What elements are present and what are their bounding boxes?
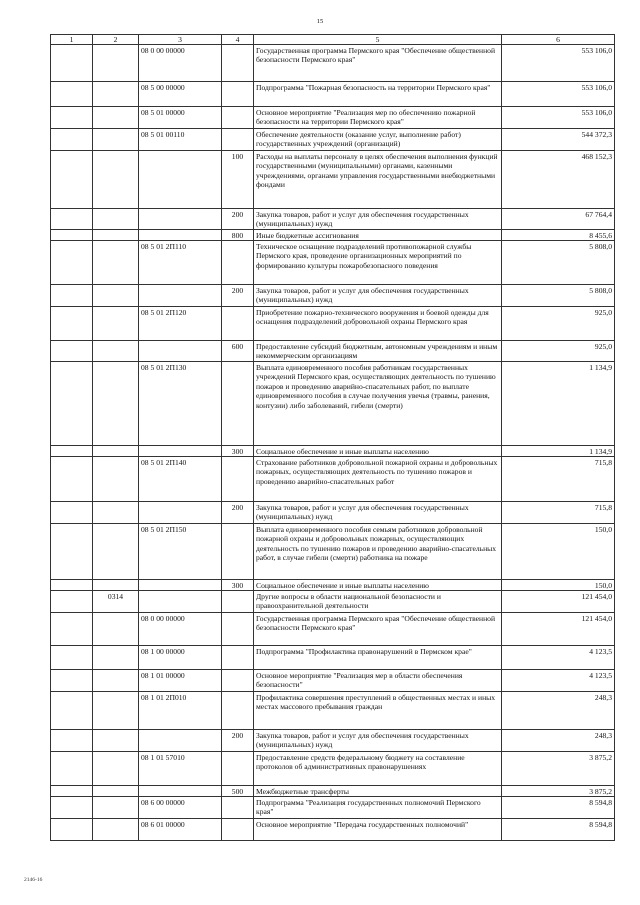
cell-section bbox=[51, 786, 93, 797]
cell-target-code: 08 0 00 00000 bbox=[139, 45, 222, 82]
cell-subsection bbox=[93, 446, 139, 457]
table-row bbox=[51, 107, 615, 129]
cell-subsection bbox=[93, 107, 139, 129]
cell-section bbox=[51, 730, 93, 752]
table-row bbox=[51, 786, 615, 797]
cell-expense-type: 600 bbox=[222, 341, 254, 362]
cell-target-code: 08 5 00 00000 bbox=[139, 82, 222, 107]
cell-name: Другие вопросы в области национальной безопасности и правоохранительной деятельности bbox=[254, 591, 502, 613]
cell-subsection bbox=[93, 341, 139, 362]
table-row bbox=[51, 285, 615, 307]
cell-expense-type: 300 bbox=[222, 580, 254, 591]
cell-expense-type: 200 bbox=[222, 209, 254, 230]
budget-table bbox=[50, 34, 615, 841]
cell-subsection bbox=[93, 786, 139, 797]
cell-amount: 150,0 bbox=[502, 524, 615, 580]
header-col-6: 6 bbox=[502, 35, 615, 45]
cell-amount: 8 455,6 bbox=[502, 230, 615, 241]
table-row bbox=[51, 692, 615, 730]
cell-name: Основное мероприятие "Реализация мер в области обеспечения безопасности" bbox=[254, 670, 502, 692]
table-row bbox=[51, 446, 615, 457]
cell-section bbox=[51, 646, 93, 670]
cell-name: Закупка товаров, работ и услуг для обеспечения государственных (муниципальных) нужд bbox=[254, 285, 502, 307]
cell-expense-type: 300 bbox=[222, 446, 254, 457]
header-col-3: 3 bbox=[139, 35, 222, 45]
cell-name: Межбюджетные трансферты bbox=[254, 786, 502, 797]
cell-section bbox=[51, 670, 93, 692]
cell-section bbox=[51, 285, 93, 307]
table-row bbox=[51, 129, 615, 151]
cell-amount: 553 106,0 bbox=[502, 107, 615, 129]
cell-target-code: 08 5 01 2П110 bbox=[139, 241, 222, 285]
cell-subsection bbox=[93, 819, 139, 841]
cell-name: Подпрограмма "Профилактика правонарушений в Пермском крае" bbox=[254, 646, 502, 670]
cell-target-code: 08 5 01 2П120 bbox=[139, 307, 222, 341]
cell-name: Социальное обеспечение и иные выплаты населению bbox=[254, 446, 502, 457]
cell-subsection bbox=[93, 457, 139, 502]
cell-name: Социальное обеспечение и иные выплаты населению bbox=[254, 580, 502, 591]
cell-expense-type bbox=[222, 591, 254, 613]
header-row bbox=[51, 35, 615, 45]
cell-section bbox=[51, 752, 93, 786]
table-row bbox=[51, 730, 615, 752]
table-row bbox=[51, 307, 615, 341]
cell-amount: 5 808,0 bbox=[502, 285, 615, 307]
cell-name: Основное мероприятие "Реализация мер по обеспечению пожарной безопасности на территории Пермского края" bbox=[254, 107, 502, 129]
cell-subsection bbox=[93, 692, 139, 730]
cell-target-code bbox=[139, 591, 222, 613]
cell-name: Выплата единовременного пособия семьям работников добровольной пожарной охраны и добровольных пожарных, осуществляющих деятельность по тушению пожаров и проведению аварийно-спасательных работ, в случае гибели (смерти) работника на пожаре bbox=[254, 524, 502, 580]
cell-amount: 553 106,0 bbox=[502, 82, 615, 107]
cell-section bbox=[51, 107, 93, 129]
cell-name: Иные бюджетные ассигнования bbox=[254, 230, 502, 241]
cell-target-code bbox=[139, 151, 222, 209]
cell-section bbox=[51, 307, 93, 341]
cell-target-code: 08 1 01 00000 bbox=[139, 670, 222, 692]
cell-expense-type bbox=[222, 692, 254, 730]
cell-target-code: 08 5 01 2П150 bbox=[139, 524, 222, 580]
table-row bbox=[51, 580, 615, 591]
cell-target-code bbox=[139, 230, 222, 241]
cell-subsection bbox=[93, 230, 139, 241]
cell-subsection bbox=[93, 45, 139, 82]
cell-subsection bbox=[93, 285, 139, 307]
cell-subsection bbox=[93, 151, 139, 209]
cell-subsection bbox=[93, 241, 139, 285]
cell-amount: 3 875,2 bbox=[502, 786, 615, 797]
cell-name: Техническое оснащение подразделений противопожарной службы Пермского края, проведение организационных мероприятий по формированию культуры пожаробезопасного поведения bbox=[254, 241, 502, 285]
cell-amount: 715,8 bbox=[502, 457, 615, 502]
cell-target-code bbox=[139, 341, 222, 362]
cell-target-code: 08 6 00 00000 bbox=[139, 797, 222, 819]
cell-target-code: 08 5 01 2П140 bbox=[139, 457, 222, 502]
cell-expense-type bbox=[222, 613, 254, 646]
cell-section bbox=[51, 819, 93, 841]
cell-amount: 248,3 bbox=[502, 692, 615, 730]
cell-target-code: 08 1 01 57010 bbox=[139, 752, 222, 786]
cell-target-code: 08 6 01 00000 bbox=[139, 819, 222, 841]
cell-name: Основное мероприятие "Передача государственных полномочий" bbox=[254, 819, 502, 841]
cell-amount: 5 808,0 bbox=[502, 241, 615, 285]
cell-subsection bbox=[93, 82, 139, 107]
cell-name: Подпрограмма "Реализация государственных полномочий Пермского края" bbox=[254, 797, 502, 819]
cell-section bbox=[51, 457, 93, 502]
cell-expense-type: 200 bbox=[222, 502, 254, 524]
cell-target-code: 08 1 01 2П010 bbox=[139, 692, 222, 730]
cell-subsection bbox=[93, 613, 139, 646]
cell-expense-type bbox=[222, 362, 254, 446]
cell-amount: 8 594,8 bbox=[502, 797, 615, 819]
cell-expense-type bbox=[222, 670, 254, 692]
cell-expense-type bbox=[222, 241, 254, 285]
cell-name: Приобретение пожарно-технического вооружения и боевой одежды для оснащения подразделений добровольной охраны Пермского края bbox=[254, 307, 502, 341]
cell-target-code bbox=[139, 786, 222, 797]
table-row bbox=[51, 45, 615, 82]
cell-expense-type bbox=[222, 646, 254, 670]
cell-name: Предоставление субсидий бюджетным, автономным учреждениям и иным некоммерческим организациям bbox=[254, 341, 502, 362]
cell-amount: 468 152,3 bbox=[502, 151, 615, 209]
cell-expense-type bbox=[222, 82, 254, 107]
cell-section bbox=[51, 613, 93, 646]
table-row bbox=[51, 797, 615, 819]
cell-target-code bbox=[139, 209, 222, 230]
cell-name: Выплата единовременного пособия работникам государственных учреждений Пермского края, осуществляющих деятельность по тушению пожаров и проведению аварийно-спасательных работ, по выплате единовременного пособия в случае получения увечья (травмы, ранения, контузии) либо заболеваний, гибели (смерти) bbox=[254, 362, 502, 446]
cell-section bbox=[51, 341, 93, 362]
cell-expense-type bbox=[222, 307, 254, 341]
cell-expense-type: 500 bbox=[222, 786, 254, 797]
cell-section bbox=[51, 502, 93, 524]
cell-target-code bbox=[139, 502, 222, 524]
cell-subsection bbox=[93, 730, 139, 752]
cell-section bbox=[51, 151, 93, 209]
cell-expense-type: 100 bbox=[222, 151, 254, 209]
cell-amount: 4 123,5 bbox=[502, 670, 615, 692]
header-col-2: 2 bbox=[93, 35, 139, 45]
table-row bbox=[51, 646, 615, 670]
cell-name: Государственная программа Пермского края "Обеспечение общественной безопасности Пермского края" bbox=[254, 613, 502, 646]
cell-section bbox=[51, 692, 93, 730]
header-col-4: 4 bbox=[222, 35, 254, 45]
cell-amount: 925,0 bbox=[502, 307, 615, 341]
cell-expense-type bbox=[222, 819, 254, 841]
cell-subsection bbox=[93, 670, 139, 692]
cell-amount: 150,0 bbox=[502, 580, 615, 591]
page-number: 15 bbox=[316, 18, 324, 25]
cell-subsection bbox=[93, 797, 139, 819]
cell-expense-type bbox=[222, 457, 254, 502]
cell-name: Государственная программа Пермского края "Обеспечение общественной безопасности Пермского края" bbox=[254, 45, 502, 82]
cell-name: Закупка товаров, работ и услуг для обеспечения государственных (муниципальных) нужд bbox=[254, 730, 502, 752]
cell-section bbox=[51, 362, 93, 446]
cell-expense-type bbox=[222, 524, 254, 580]
cell-expense-type bbox=[222, 797, 254, 819]
cell-expense-type bbox=[222, 752, 254, 786]
cell-target-code bbox=[139, 285, 222, 307]
cell-target-code: 08 1 00 00000 bbox=[139, 646, 222, 670]
cell-amount: 715,8 bbox=[502, 502, 615, 524]
cell-section bbox=[51, 524, 93, 580]
cell-subsection bbox=[93, 362, 139, 446]
cell-subsection bbox=[93, 502, 139, 524]
cell-amount: 4 123,5 bbox=[502, 646, 615, 670]
header-col-1: 1 bbox=[51, 35, 93, 45]
cell-subsection bbox=[93, 307, 139, 341]
cell-expense-type bbox=[222, 107, 254, 129]
cell-target-code bbox=[139, 446, 222, 457]
cell-section bbox=[51, 129, 93, 151]
cell-target-code bbox=[139, 580, 222, 591]
cell-name: Обеспечение деятельности (оказание услуг, выполнение работ) государственных учреждений (организаций) bbox=[254, 129, 502, 151]
cell-amount: 553 106,0 bbox=[502, 45, 615, 82]
table-row bbox=[51, 82, 615, 107]
cell-target-code bbox=[139, 730, 222, 752]
cell-subsection bbox=[93, 129, 139, 151]
table-row bbox=[51, 670, 615, 692]
cell-subsection bbox=[93, 752, 139, 786]
cell-subsection bbox=[93, 524, 139, 580]
cell-name: Предоставление средств федеральному бюджету на составление протоколов об административных правонарушениях bbox=[254, 752, 502, 786]
table-row bbox=[51, 502, 615, 524]
table-body bbox=[51, 45, 615, 841]
cell-amount: 1 134,9 bbox=[502, 446, 615, 457]
cell-amount: 121 454,0 bbox=[502, 613, 615, 646]
table-row bbox=[51, 613, 615, 646]
table-row bbox=[51, 230, 615, 241]
cell-amount: 248,3 bbox=[502, 730, 615, 752]
cell-expense-type: 800 bbox=[222, 230, 254, 241]
cell-expense-type: 200 bbox=[222, 285, 254, 307]
cell-section bbox=[51, 209, 93, 230]
cell-amount: 3 875,2 bbox=[502, 752, 615, 786]
cell-target-code: 08 5 01 00000 bbox=[139, 107, 222, 129]
cell-section bbox=[51, 591, 93, 613]
table-row bbox=[51, 341, 615, 362]
cell-subsection: 0314 bbox=[93, 591, 139, 613]
table-row bbox=[51, 524, 615, 580]
cell-amount: 121 454,0 bbox=[502, 591, 615, 613]
table-row bbox=[51, 752, 615, 786]
table-row bbox=[51, 457, 615, 502]
table-row bbox=[51, 362, 615, 446]
cell-section bbox=[51, 241, 93, 285]
cell-expense-type: 200 bbox=[222, 730, 254, 752]
table-row bbox=[51, 151, 615, 209]
cell-name: Закупка товаров, работ и услуг для обеспечения государственных (муниципальных) нужд bbox=[254, 502, 502, 524]
table-row bbox=[51, 591, 615, 613]
cell-amount: 925,0 bbox=[502, 341, 615, 362]
cell-name: Закупка товаров, работ и услуг для обеспечения государственных (муниципальных) нужд bbox=[254, 209, 502, 230]
cell-amount: 67 764,4 bbox=[502, 209, 615, 230]
cell-subsection bbox=[93, 580, 139, 591]
table-header bbox=[51, 35, 615, 45]
cell-name: Страхование работников добровольной пожарной охраны и добровольных пожарных, осуществляющих деятельность по тушению пожаров и проведению аварийно-спасательных работ bbox=[254, 457, 502, 502]
header-col-5: 5 bbox=[254, 35, 502, 45]
cell-section bbox=[51, 230, 93, 241]
cell-section bbox=[51, 580, 93, 591]
cell-section bbox=[51, 82, 93, 107]
cell-target-code: 08 0 00 00000 bbox=[139, 613, 222, 646]
cell-subsection bbox=[93, 646, 139, 670]
table-row bbox=[51, 241, 615, 285]
cell-amount: 1 134,9 bbox=[502, 362, 615, 446]
table-row bbox=[51, 209, 615, 230]
cell-subsection bbox=[93, 209, 139, 230]
cell-target-code: 08 5 01 2П130 bbox=[139, 362, 222, 446]
cell-expense-type bbox=[222, 129, 254, 151]
table-row bbox=[51, 819, 615, 841]
cell-expense-type bbox=[222, 45, 254, 82]
cell-amount: 544 372,3 bbox=[502, 129, 615, 151]
document-footer-code: 2146-16 bbox=[24, 877, 43, 883]
cell-section bbox=[51, 797, 93, 819]
cell-amount: 8 594,8 bbox=[502, 819, 615, 841]
cell-name: Подпрограмма "Пожарная безопасность на территории Пермского края" bbox=[254, 82, 502, 107]
cell-target-code: 08 5 01 00110 bbox=[139, 129, 222, 151]
cell-name: Профилактика совершения преступлений в общественных местах и иных местах массового пребывания граждан bbox=[254, 692, 502, 730]
cell-name: Расходы на выплаты персоналу в целях обеспечения выполнения функций государственными (муниципальными) органами, казенными учреждениями, органами управления государственными внебюджетными фондами bbox=[254, 151, 502, 209]
cell-section bbox=[51, 446, 93, 457]
cell-section bbox=[51, 45, 93, 82]
